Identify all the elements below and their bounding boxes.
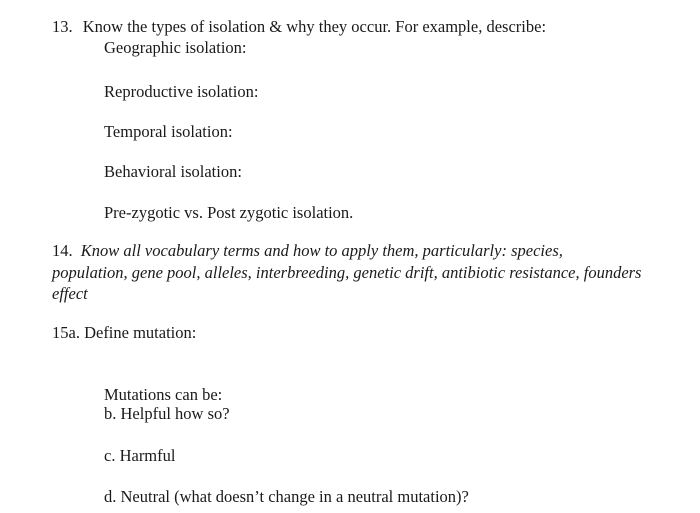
q14-text-1: Know all vocabulary terms and how to apply them, particularly: species, [80,241,563,260]
q13-prompt: Know the types of isolation & why they occur. For example, describe: [82,17,547,36]
q15-item-harmful: c. Harmful [104,446,176,465]
q15-item-helpful: b. Helpful how so? [104,404,230,423]
q13-item-temporal: Temporal isolation: [104,122,233,141]
q15-item-neutral: d. Neutral (what doesn’t change in a neutral mutation)? [104,487,469,506]
q14-line-2: population, gene pool, alleles, interbreeding, genetic drift, antibiotic resistance, founders [52,263,642,282]
q14-line-3: effect [52,284,88,303]
q13-number: 13. [52,17,73,36]
q15-heading: 15a. Define mutation: [52,323,197,342]
q13-item-reproductive: Reproductive isolation: [104,82,259,101]
q13-item-behavioral: Behavioral isolation: [104,162,242,181]
q14-number: 14. [52,241,73,260]
q13-prompt-line [52,17,546,37]
q14-line-1 [52,241,563,261]
q13-item-geographic: Geographic isolation: [104,38,247,57]
q15-intro: Mutations can be: [104,385,223,404]
q13-item-prezygotic: Pre-zygotic vs. Post zygotic isolation. [104,203,354,222]
